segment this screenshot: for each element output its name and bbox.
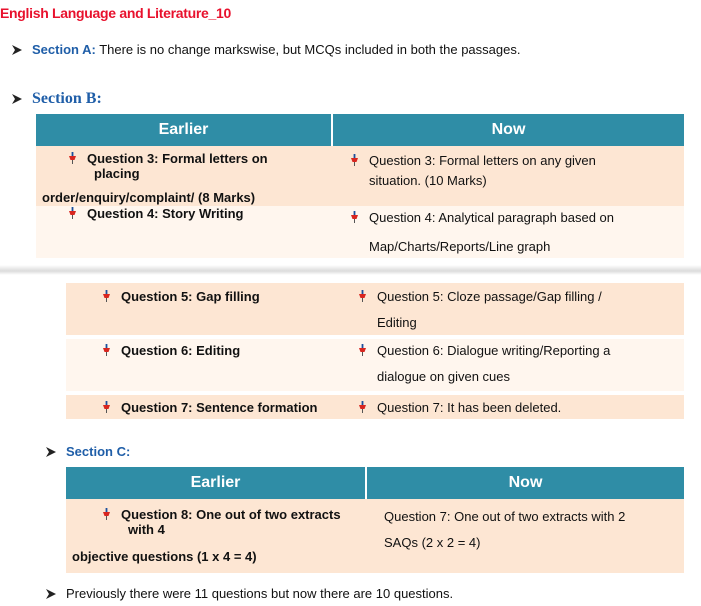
now-text-cont: Editing [377,315,417,330]
pushpin-icon [68,207,77,219]
table-row [36,206,684,258]
pushpin-icon [350,154,359,166]
page-break-divider [0,265,701,275]
table-row [66,395,684,419]
section-c-heading: Section C: [66,444,131,459]
earlier-text-cont: order/enquiry/complaint/ (8 Marks) [42,190,256,205]
col-now-header: Now [366,467,684,499]
earlier-cell [36,206,332,258]
earlier-text: Question 6: Editing [121,343,241,358]
table-row [66,339,684,391]
now-cell [356,283,684,335]
section-c-table [66,467,684,573]
arrowhead-bullet-icon [12,94,22,104]
now-text-cont: dialogue on given cues [377,369,510,384]
earlier-text-cont: with 4 [128,522,165,537]
table-row [36,146,684,206]
earlier-cell [66,339,356,391]
section-b-table-top [36,114,684,258]
section-c-bullet [46,444,130,460]
pushpin-icon [358,344,367,356]
now-text-cont: SAQs (2 x 2 = 4) [384,535,481,550]
earlier-text: Question 7: Sentence formation [121,400,318,415]
pushpin-icon [358,290,367,302]
footer-note-bullet [46,586,453,602]
now-cell [332,206,684,258]
pushpin-icon [68,152,77,164]
pushpin-icon [102,290,111,302]
col-earlier-header: Earlier [66,467,366,499]
earlier-text: Question 8: One out of two extracts [121,507,341,522]
section-a-label: Section A: [32,42,96,57]
earlier-text-cont: placing [94,166,140,181]
earlier-text: Question 4: Story Writing [87,206,244,221]
pushpin-icon [102,344,111,356]
now-text: Question 3: Formal letters on any given [369,153,596,168]
table-header-row [36,114,684,146]
now-cell [356,339,684,391]
now-text: Question 7: One out of two extracts with 2 [384,509,626,524]
now-cell [356,395,684,419]
footer-note: Previously there were 11 questions but now there are 10 questions. [66,586,454,601]
col-now-header: Now [332,114,684,146]
earlier-text: Question 5: Gap filling [121,289,260,304]
section-a-text: There is no change markswise, but MCQs included in both the passages. [95,42,521,57]
arrowhead-bullet-icon [46,447,56,457]
pushpin-icon [102,508,111,520]
now-text-cont: Map/Charts/Reports/Line graph [369,239,551,254]
arrowhead-bullet-icon [12,45,22,55]
pushpin-icon [350,211,359,223]
section-a-bullet [12,42,520,58]
col-earlier-header: Earlier [36,114,332,146]
document-title: English Language and Literature_10 [0,5,231,21]
earlier-text-cont: objective questions (1 x 4 = 4) [72,549,257,564]
earlier-text: Question 3: Formal letters on [87,151,268,166]
earlier-cell [36,146,332,206]
now-cell [332,146,684,206]
earlier-cell [66,283,356,335]
now-cell [366,499,684,573]
pushpin-icon [358,401,367,413]
table-header-row [66,467,684,499]
table-row [66,499,684,573]
now-text: Question 5: Cloze passage/Gap filling / [377,289,602,304]
section-b-heading: Section B: [32,90,102,107]
now-text: Question 7: It has been deleted. [377,400,562,415]
section-b-bullet [12,91,102,107]
now-text: Question 4: Analytical paragraph based on [369,210,615,225]
section-b-table-bottom [66,283,684,419]
table-row [66,283,684,335]
now-text-cont: situation. (10 Marks) [369,173,487,188]
earlier-cell [66,395,356,419]
earlier-cell [66,499,366,573]
pushpin-icon [102,401,111,413]
arrowhead-bullet-icon [46,589,56,599]
now-text: Question 6: Dialogue writing/Reporting a [377,343,611,358]
